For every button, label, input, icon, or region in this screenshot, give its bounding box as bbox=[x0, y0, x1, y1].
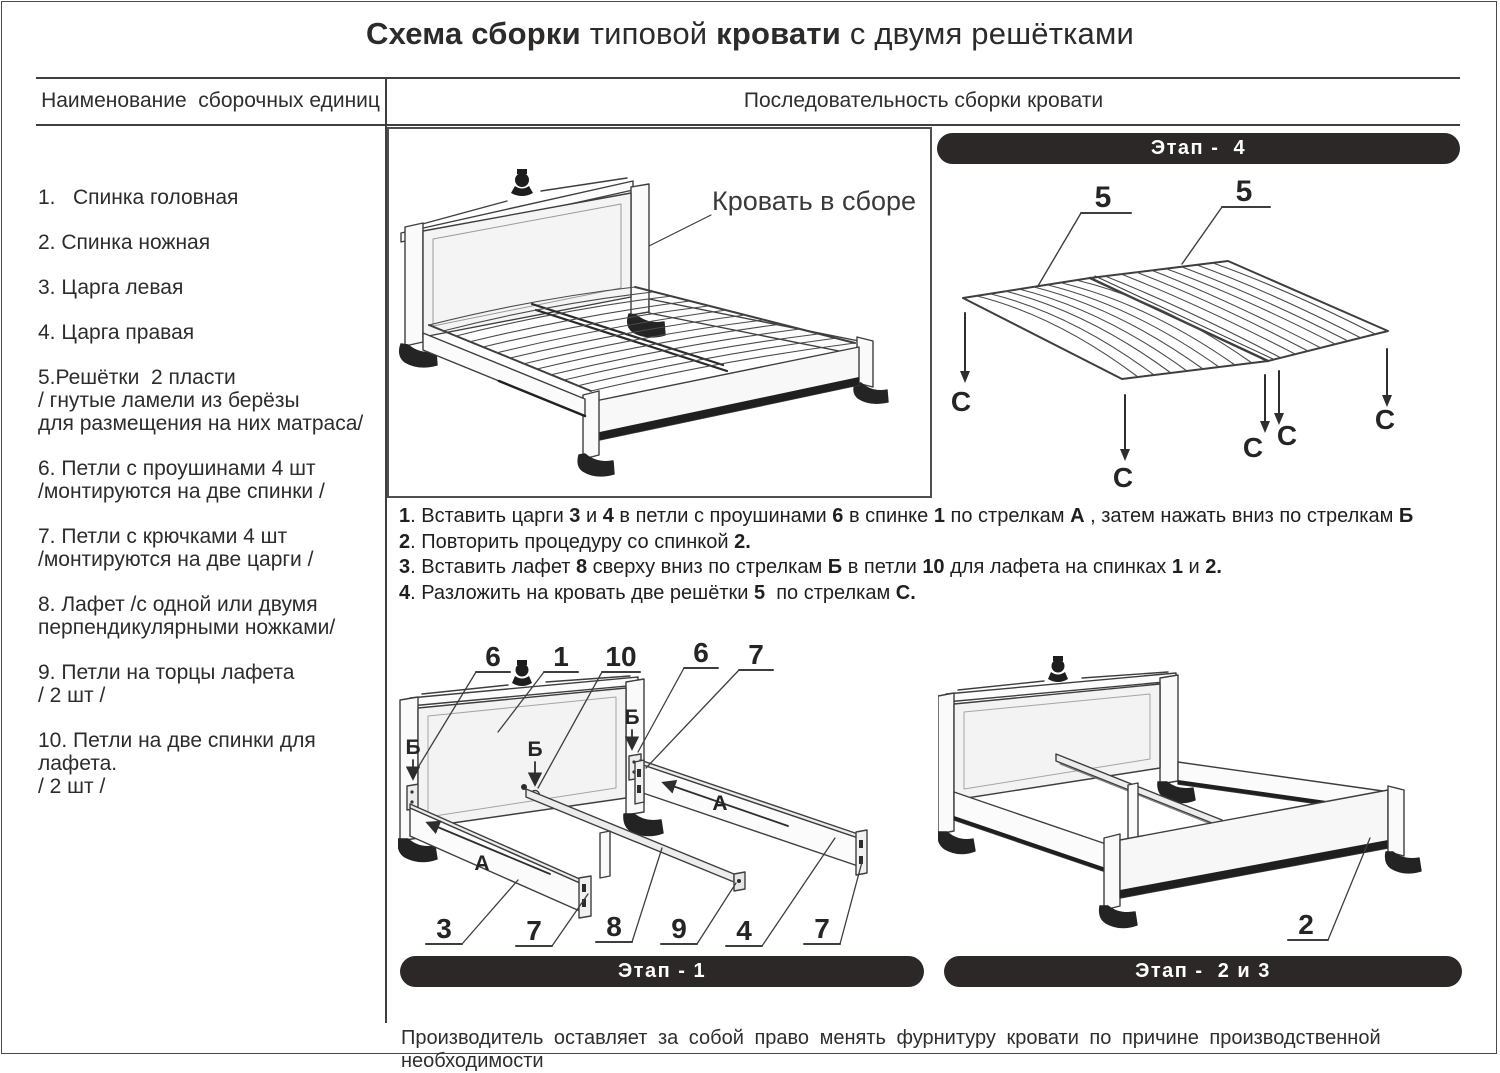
part-item-6: 6. Петли с проушинами 4 шт /монтируются на две спинки / bbox=[38, 457, 325, 503]
stage-1-diagram bbox=[398, 628, 925, 953]
arrow-label-b: Б bbox=[624, 706, 640, 729]
assembly-instructions bbox=[399, 504, 1461, 606]
left-column-header: Наименование сборочных единиц bbox=[41, 89, 380, 112]
part-item-7: 7. Петли с крючками 4 шт /монтируются на две царги / bbox=[38, 525, 314, 571]
stage-4-diagram bbox=[935, 131, 1462, 497]
finial-icon bbox=[511, 169, 533, 196]
arrow-label-c: С bbox=[1112, 462, 1134, 493]
manufacturer-note: Производитель оставляет за собой право менять фурнитуру кровати по причине производственной необходимости bbox=[401, 1027, 1392, 1072]
instruction-line-1: 1. Вставить царги 3 и 4 в петли с проушинами 6 в спинке 1 по стрелкам А , затем нажать вниз по стрелкам Б bbox=[399, 505, 1414, 527]
part-item-8: 8. Лафет /с одной или двумя перпендикулярными ножками/ bbox=[38, 593, 336, 639]
part-label-1: 1 bbox=[553, 641, 569, 672]
parts-list bbox=[38, 186, 382, 820]
part-item-1: 1. Спинка головная bbox=[38, 186, 239, 209]
arrow-c-heads bbox=[960, 371, 1392, 461]
arrow-label-c: С bbox=[950, 386, 972, 417]
divider-header bbox=[36, 124, 1460, 126]
part-item-10: 10. Петли на две спинки для лафета. / 2 шт / bbox=[38, 729, 322, 798]
stage-1-badge: Этап - 1 bbox=[400, 956, 924, 987]
part-item-5: 5.Решётки 2 пласти / гнутые ламели из берёзы для размещения на них матраса/ bbox=[38, 366, 364, 435]
part-label-2: 2 bbox=[1298, 909, 1314, 940]
part-label-7: 7 bbox=[748, 639, 764, 670]
instruction-line-2: 2. Повторить процедуру со спинкой 2. bbox=[399, 530, 751, 553]
right-column-header: Последовательность сборки кровати bbox=[743, 89, 1104, 112]
arrow-label-c: С bbox=[1374, 404, 1396, 435]
finial-icon bbox=[1048, 656, 1068, 682]
arrow-label-b: Б bbox=[405, 736, 421, 759]
part-label-7d: 7 bbox=[814, 913, 830, 944]
stage-2-3-diagram bbox=[938, 628, 1462, 953]
part-label-3: 3 bbox=[436, 913, 452, 944]
page-title: Схема сборки типовой кровати с двумя решётками bbox=[365, 16, 1135, 51]
part-item-9: 9. Петли на торцы лафета / 2 шт / bbox=[38, 661, 295, 707]
assembled-bed-diagram bbox=[389, 129, 930, 496]
assembled-bed-caption: Кровать в сборе bbox=[712, 186, 917, 216]
stage-2-3-badge: Этап - 2 и 3 bbox=[944, 956, 1462, 987]
arrow-label-b: Б bbox=[527, 738, 543, 761]
part-label-5-right: 5 bbox=[1235, 175, 1253, 208]
part-item-3: 3. Царга левая bbox=[38, 276, 184, 299]
part-label-7c: 7 bbox=[526, 915, 542, 946]
part-label-10: 10 bbox=[605, 641, 637, 672]
part-item-2: 2. Спинка ножная bbox=[38, 231, 211, 254]
part-item-4: 4. Царга правая bbox=[38, 321, 195, 344]
arrow-label-a: А bbox=[474, 852, 490, 875]
arrow-label-c: С bbox=[1276, 420, 1298, 451]
arrow-label-a: А bbox=[712, 792, 728, 815]
assembled-bed-box bbox=[387, 127, 932, 498]
part-label-4: 4 bbox=[736, 915, 752, 946]
instruction-line-4: 4. Разложить на кровать две решётки 5 по стрелкам С. bbox=[399, 581, 916, 604]
part-label-6: 6 bbox=[485, 641, 501, 672]
part-label-5-left: 5 bbox=[1094, 181, 1112, 214]
arrow-label-c: С bbox=[1242, 432, 1264, 463]
divider-top bbox=[36, 77, 1460, 79]
part-label-8: 8 bbox=[606, 911, 622, 942]
part-label-9: 9 bbox=[671, 913, 687, 944]
instruction-line-3: 3. Вставить лафет 8 сверху вниз по стрелкам Б в петли 10 для лафета на спинках 1 и 2. bbox=[399, 556, 1222, 578]
stage-4-badge: Этап - 4 bbox=[937, 133, 1460, 164]
part-label-6b: 6 bbox=[693, 637, 709, 668]
finial-icon bbox=[512, 660, 532, 686]
